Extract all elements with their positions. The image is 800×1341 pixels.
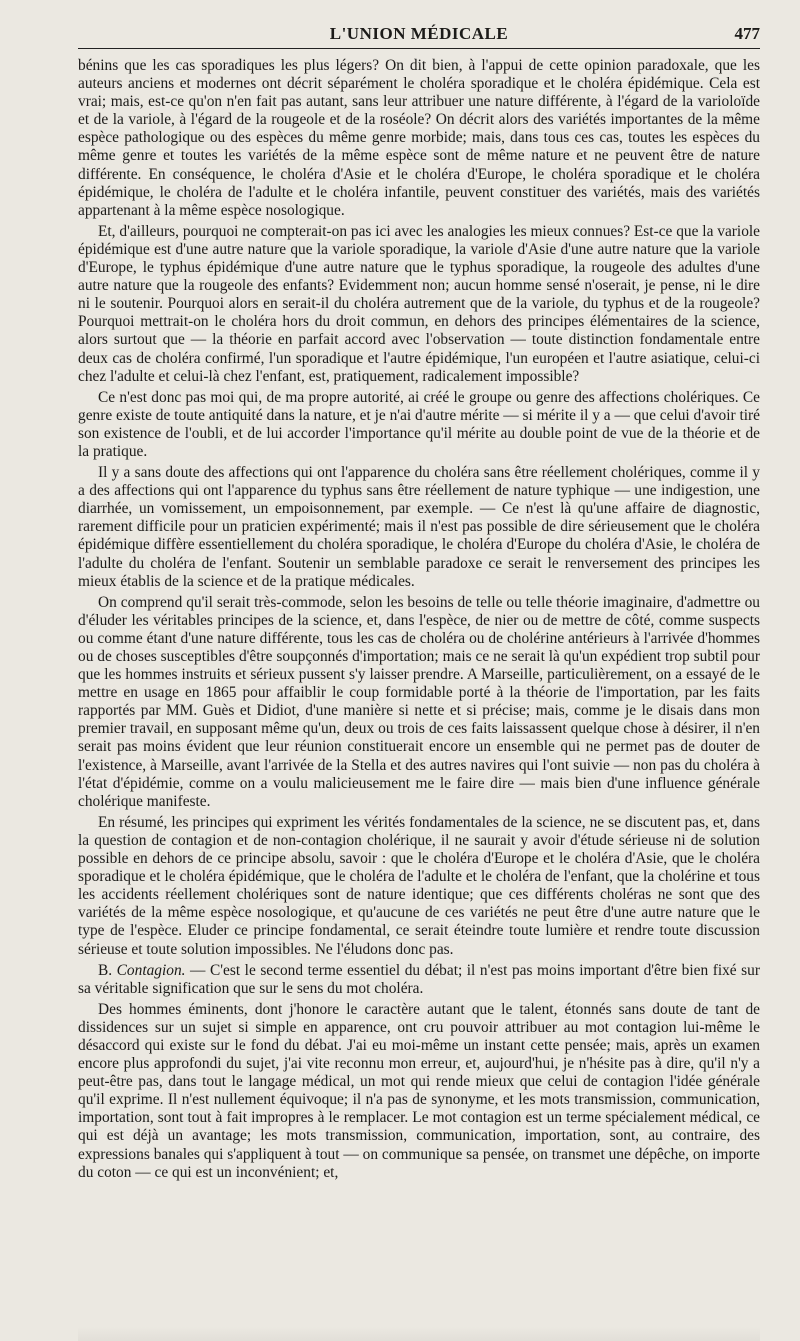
page-number: 477 [734, 24, 760, 43]
paragraph: On comprend qu'il serait très-commode, selon les besoins de telle ou telle théorie imaginaire, d'admettre ou d'éluder les véritables principes de la science, et, dans l'espèce, de nier ou de mettre de côté, comme suspects ou comme étant d'une nature différente, tous les cas de choléra ou de cholérine antérieurs à l'arrivée d'hommes ou de choses susceptibles d'être soupçonnés d'importation; mais ce ne serait là qu'un expédient trop subtil pour que les hommes instruits et sérieux pussent s'y laisser prendre. A Marseille, particulièrement, on a essayé de le mettre en usage en 1865 pour affaiblir le coup formidable porté à la théorie de l'importation, par les faits rapportés par MM. Guès et Didiot, d'une manière si nette et si précise; mais, comme je le disais dans mon premier travail, en supposant même qu'un, deux ou trois de ces faits laissassent quelque chose à désirer, il n'en serait pas moins évident que leur réunion constituerait encore un ensemble qui ne permet pas de douter de l'existence, à Marseille, avant l'arrivée de la Stella et des autres navires qui l'ont suivie — non pas du choléra à l'état d'épidémie, comme on a voulu malicieusement me le faire dire — mais bien d'une influence générale cholérique manifeste. [78, 593, 760, 810]
paragraph: Des hommes éminents, dont j'honore le caractère autant que le talent, étonnés sans doute de tant de dissidences sur un sujet si simple en apparence, ont cru pouvoir attribuer au mot contagion lui-même le désaccord qui existe sur le fond du débat. J'ai eu moi-même un instant cette pensée; mais, après un examen encore plus approfondi du sujet, j'ai vite reconnu mon erreur, et, aujourd'hui, je n'hésite pas à dire, qu'il n'y a peut-être pas, dans tout le langage médical, un mot qui rende mieux que celui de contagion l'idée générale qu'il exprime. Il n'est nullement équivoque; il n'a pas de synonyme, et les mots transmission, communication, importation, sont tout à fait impropres à le remplacer. Le mot contagion est un terme spécialement médical, ce qui est déjà un avantage; les mots transmission, communication, importation, sont, au contraire, des expressions banales qui s'appliquent à tout — on communique sa pensée, on transmet une dépêche, on importe du coton — ce qui est un inconvénient; et, [78, 1000, 760, 1181]
running-title: L'UNION MÉDICALE [329, 24, 509, 43]
section-title: Contagion. [116, 961, 186, 979]
paragraph: Il y a sans doute des affections qui ont l'apparence du choléra sans être réellement cholériques, comme il y a des affections qui ont l'apparence du typhus sans être réellement de nature typhique — une indigestion, une diarrhée, un vomissement, un empoisonnement, par exemple. — Ce n'est là qu'une affaire de diagnostic, rarement difficile pour un praticien expérimenté; mais il n'est pas possible de dire sérieusement que le choléra épidémique diffère essentiellement du choléra sporadique, le choléra d'Europe du choléra d'Asie, le choléra de l'adulte du choléra de l'enfant. Soutenir un semblable paradoxe ce serait le renversement des principes les mieux établis de la science et de la pratique médicales. [78, 464, 760, 590]
page-header [78, 14, 760, 49]
paragraph: En résumé, les principes qui expriment les vérités fondamentales de la science, ne se discutent pas, et, dans la question de contagion et de non-contagion cholérique, il ne saurait y avoir d'étude sérieuse ni de solution possible en dehors de ce principe absolu, savoir : que le choléra d'Europe et le choléra d'Asie, que le choléra sporadique et le choléra épidémique, que le choléra de l'adulte et le choléra de l'enfant, que la cholérine et tous les accidents réellement cholériques sont de nature identique; que ces différents choléras ne sont que des variétés de la même espèce nosologique, et qu'aucune de ces variétés ne peut être d'une autre nature que le type de l'espèce. Eluder ce principe fondamental, ce serait éteindre toute lumière et rendre toute discussion sérieuse et toute solution impossibles. Ne l'éludons donc pas. [78, 813, 760, 958]
section-b-paragraph [78, 962, 760, 998]
section-mark: B. [98, 961, 113, 979]
section-text: — C'est le second terme essentiel du débat; il n'est pas moins important d'être bien fixé sur sa véritable signification que sur le sens du mot choléra. [78, 961, 760, 997]
page-bottom-edge [78, 1327, 760, 1341]
paragraph: bénins que les cas sporadiques les plus légers? On dit bien, à l'appui de cette opinion paradoxale, que les auteurs anciens et modernes ont décrit séparément le choléra sporadique et le choléra épidémique. Cela est vrai; mais, est-ce qu'on n'en fait pas autant, sans leur attribuer une nature différente, à l'égard de la varioloïde et de la variole, à l'égard de la rougeole et de la roséole? On décrit alors des variétés importantes de la même espèce pathologique ou des espèces du même genre morbide; mais, dans tous ces cas, toutes les espèces du même genre et toutes les variétés de la même espèce sont de même nature et ne peuvent être de nature différente. En conséquence, le choléra d'Asie et le choléra d'Europe, le choléra sporadique et le choléra épidémique, le choléra de l'adulte et le choléra infantile, peuvent constituer des variétés, mais des variétés appartenant à la même espèce nosologique. [78, 57, 760, 219]
article-body [78, 57, 760, 1182]
paragraph: Ce n'est donc pas moi qui, de ma propre autorité, ai créé le groupe ou genre des affections cholériques. Ce genre existe de toute antiquité dans la nature, et je n'ai d'autre mérite — si mérite il y a — que celui d'avoir tiré son existence de l'oubli, et de lui accorder l'importance qu'il mérite au double point de vue de la théorie et de la pratique. [78, 388, 760, 460]
paragraph: Et, d'ailleurs, pourquoi ne compterait-on pas ici avec les analogies les mieux connues? Est-ce que la variole épidémique est d'une autre nature que la variole sporadique, la variole d'Asie d'une autre nature que la variole d'Europe, le typhus épidémique d'une autre nature que le typhus sporadique, la rougeole des adultes d'une autre nature que la rougeole des enfants? Evidemment non; aucun homme sensé n'oserait, je pense, ni le dire ni le soutenir. Pourquoi alors en serait-il du choléra autrement que de la variole, du typhus et de la rougeole? Pourquoi mettrait-on le choléra hors du droit commun, en dehors des principes élémentaires de la science, alors surtout que — la théorie en parfait accord avec l'observation — toute distinction fondamentale entre deux cas de choléra confirmé, l'un sporadique et l'autre épidémique, l'un européen et l'autre asiatique, celui-ci chez l'adulte et celui-là chez l'enfant, est, pratiquement, radicalement impossible? [78, 222, 760, 385]
